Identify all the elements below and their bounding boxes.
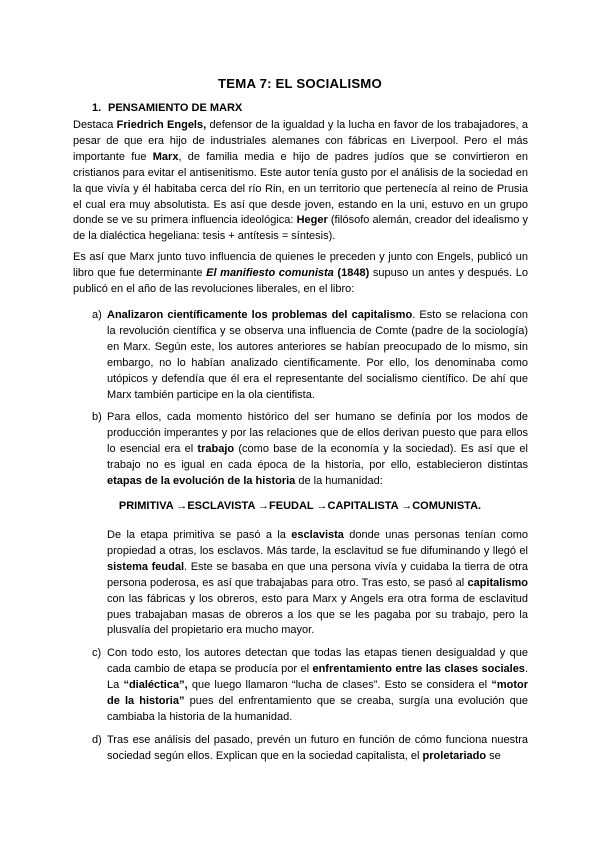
bold-text: “motor de la historia”	[107, 678, 528, 707]
bold-text: Heger	[296, 214, 328, 227]
text: que luego llamaron “lucha de clases”. Esto se considera el	[187, 678, 492, 691]
list-label: c)	[92, 647, 102, 659]
bold-text: Friedrich Engels,	[116, 119, 207, 131]
list-item-a	[92, 308, 528, 403]
text: Tras ese análisis del pasado, prevén un futuro en función de cómo funciona nuestra sociedad según ellos. Explican que en la sociedad capitalista, el	[107, 734, 528, 762]
list-label: a)	[92, 309, 102, 321]
bold-text: Analizaron científicamente los problemas del capitalismo	[107, 309, 413, 321]
bold-text: enfrentamiento entre las clases sociales	[312, 662, 525, 675]
list-item-b	[92, 410, 528, 490]
text: Con todo esto, los autores detectan que todas las etapas tienen desigualdad y que cada cambio de etapa se producía por el	[107, 647, 528, 675]
text: defensor de la igualdad y la lucha en favor de los trabajadores, a pesar de que era hijo de industriales alemanes con fábricas en Liverpool. Pero el más importante fue	[73, 119, 528, 163]
history-stages: PRIMITIVA →ESCLAVISTA →FEUDAL →CAPITALISTA →COMUNISTA.	[118, 500, 482, 512]
text: , de familia media e hijo de padres judíos que se convirtieron en cristianos para evitar el antisenitismo. Este autor tenía gusto por el análisis de la sociedad en la que vivía y él habitaba cerca del río Rin, en un territorio que pertenecía al reino de Prusia el cual era muy absolutista. Es así que desde joven, estando en la uni, estuvo en un grupo donde se ve su primera influencia ideológica:	[73, 150, 528, 227]
text: Para ellos, cada momento histórico del ser humano se definía por los modos de producción imperantes y por las relaciones que de ellos derivan puesto que para ellos lo esencial era el	[107, 411, 528, 455]
section-heading	[92, 102, 242, 114]
bold-text: (1848)	[333, 266, 370, 279]
text: Es así que Marx junto tuvo influencia de quienes le preceden y junto con Engels, publicó un libro que fue determinante	[73, 251, 528, 279]
paragraph-intro	[73, 118, 528, 245]
book-title: El manifiesto comunista	[206, 266, 334, 279]
text: se	[486, 749, 501, 762]
text: con las fábricas y los obreros, esto para Marx y Angels era otra forma de esclavitud pues trabajaban masas de obreros a los que se les pagaba por su trabajo, pero la plusvalía del propietario era mucho mayor.	[107, 592, 528, 637]
paragraph-manifesto	[73, 250, 528, 298]
section-heading-text: PENSAMIENTO DE MARX	[108, 102, 243, 114]
bold-text: esclavista	[291, 529, 344, 541]
text: (filósofo alemán, creador del idealismo y de la dialéctica hegeliana: tesis + antítesis = síntesis).	[73, 214, 528, 243]
text: . Esto se relaciona con la revolución científica y se observa una influencia de Comte (padre de la sociología) en Marx. Según este, los autores anteriores se habían preocupado de lo mismo, sin embargo, no lo habían analizado científicamente. Por ello, los denominaba como utópicos y defendía que él era el representante del socialismo científico. De ahí que Marx también participe en la ola cientifista.	[107, 309, 528, 401]
text: donde unas personas tenían como propiedad a otras, los esclavos. Más tarde, la esclavitud se fue difuminando y llegó el	[107, 529, 528, 557]
text: de la humanidad:	[295, 474, 383, 487]
text: supuso un antes y después. Lo publicó en el año de las revoluciones liberales, en el libro:	[73, 266, 528, 295]
list-label: d)	[92, 734, 102, 746]
bold-text: “dialéctica”,	[123, 678, 188, 691]
bold-text: sistema feudal	[107, 560, 185, 573]
bold-text: trabajo	[197, 442, 235, 455]
text: (como base de la economía y la sociedad). Es así que el trabajo no es igual en cada época de la historia, por ello, establecieron distintas	[107, 442, 528, 471]
bold-text: capitalismo	[467, 576, 528, 589]
list-item-c	[92, 646, 528, 726]
text: Destaca	[73, 119, 117, 131]
document-title: TEMA 7: EL SOCIALISMO	[218, 76, 382, 91]
text: pues del enfrentamiento que se creaba, surgía una evolución que cambiaba la historia de la humanidad.	[107, 694, 528, 723]
bold-text: Marx	[152, 150, 179, 163]
list-item-b-detail	[92, 528, 528, 639]
text: De la etapa primitiva se pasó a la	[107, 529, 292, 541]
section-number: 1.	[92, 102, 102, 114]
list-item-d	[92, 733, 528, 765]
bold-text: etapas de la evolución de la historia	[107, 474, 296, 487]
text: . Este se basaba en que una persona vivía y cuidaba la tierra de otra persona poderosa, es así que trabajabas para otro. Tras esto, se pasó al	[107, 560, 528, 589]
text: . La	[107, 662, 528, 691]
bold-text: proletariado	[422, 749, 487, 762]
list-label: b)	[92, 411, 102, 423]
